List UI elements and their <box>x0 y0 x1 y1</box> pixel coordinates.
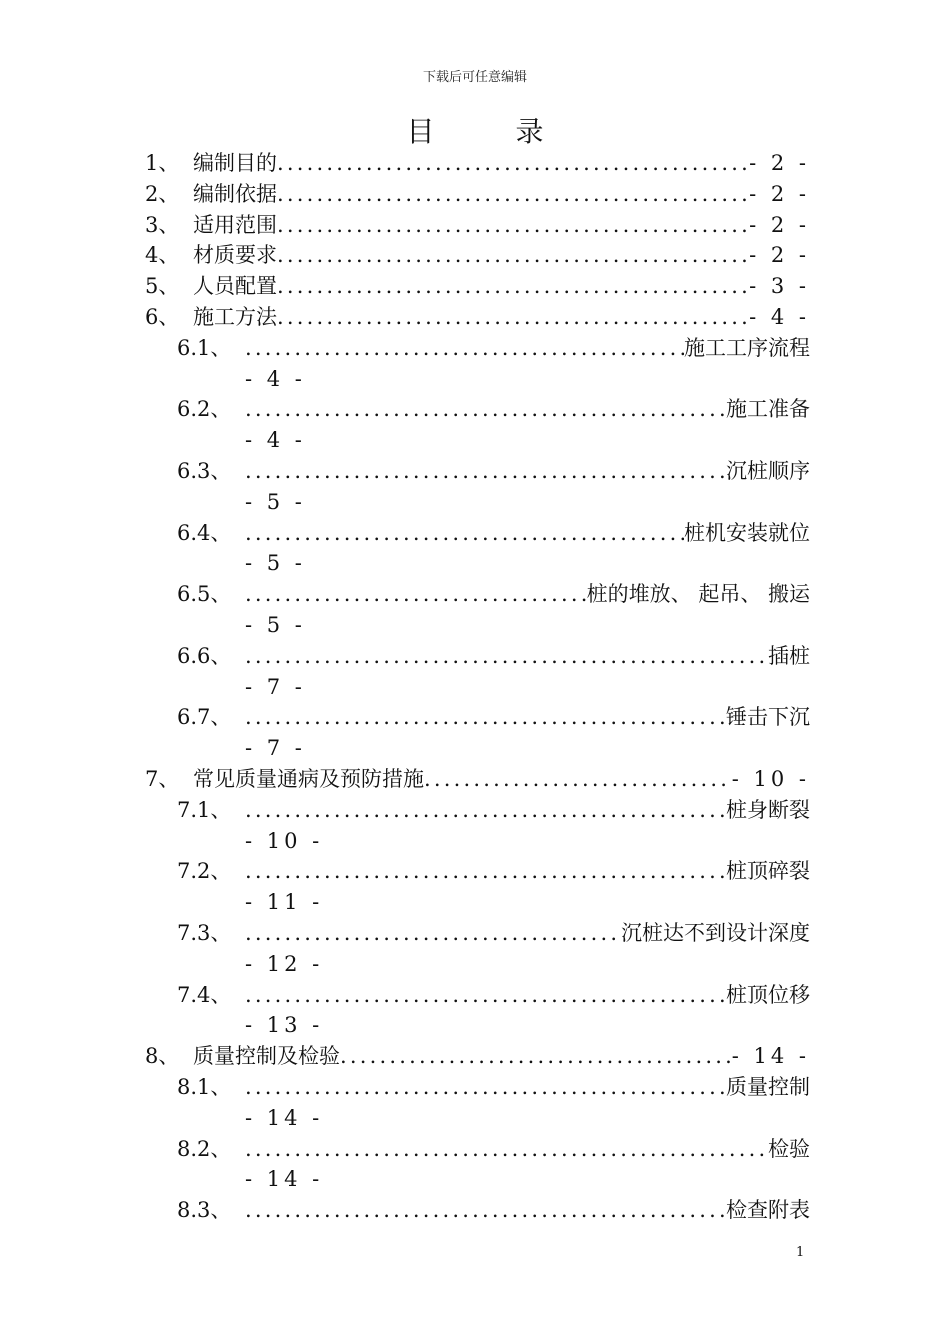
toc-entry-page: - 4 - <box>245 428 306 453</box>
toc-entry-page: - 5 - <box>245 551 306 576</box>
toc-entry-number: 8.1、 <box>177 1075 232 1099</box>
toc-leader-dots <box>277 148 749 178</box>
toc-entry-page: - 14 - <box>245 1167 324 1192</box>
toc-entry[interactable] <box>177 795 810 825</box>
toc-entry-number: 1、 <box>145 151 180 175</box>
toc-entry[interactable] <box>177 702 810 732</box>
toc-entry-page: - 13 - <box>245 1013 324 1038</box>
toc-entry-number: 8.2、 <box>177 1136 232 1161</box>
toc-entry-label: 编制依据 <box>193 181 277 206</box>
toc-entry-label: 沉桩顺序 <box>726 459 810 483</box>
toc-entry-label: 桩的堆放、 起吊、 搬运 <box>586 582 810 607</box>
toc-entry-label: 施工方法 <box>193 305 277 329</box>
toc-entry-label: 桩机安装就位 <box>684 520 810 545</box>
toc-entry[interactable] <box>177 641 810 671</box>
toc-entry[interactable] <box>177 980 810 1010</box>
toc-entry-label: 插桩 <box>768 643 810 668</box>
toc-leader-dots <box>245 579 587 609</box>
toc-entry-page: - 7 - <box>245 674 306 699</box>
toc-entry[interactable] <box>177 856 810 886</box>
toc-entry-page: - 12 - <box>245 951 324 976</box>
toc-entry-page: - 5 - <box>245 613 306 637</box>
toc-entry[interactable] <box>177 918 810 948</box>
toc-entry-number: 6.3、 <box>177 459 232 483</box>
toc-entry[interactable] <box>177 1134 810 1164</box>
toc-entry-label: 质量控制及检验 <box>193 1044 340 1069</box>
toc-entry-number: 4、 <box>145 243 180 268</box>
toc-entry-number: 7.4、 <box>177 982 232 1007</box>
toc-entry[interactable] <box>177 518 810 548</box>
toc-entry-label: 常见质量通病及预防措施 <box>193 767 424 791</box>
toc-entry-page: - 2 - <box>749 151 810 175</box>
toc-leader-dots <box>245 333 684 363</box>
toc-leader-dots <box>245 918 621 948</box>
toc-leader-dots <box>277 271 749 301</box>
toc-entry[interactable] <box>177 333 810 363</box>
toc-leader-dots <box>245 856 726 886</box>
toc-entry-label: 材质要求 <box>193 243 277 268</box>
toc-entry-label: 检验 <box>768 1136 810 1161</box>
toc-entry[interactable] <box>177 456 810 486</box>
toc-entry-number: 6.7、 <box>177 705 232 730</box>
toc-entry[interactable] <box>145 1041 810 1071</box>
toc-entry[interactable] <box>145 210 810 240</box>
toc-entry-number: 3、 <box>145 212 180 237</box>
toc-leader-dots <box>277 302 749 332</box>
toc-entry-number: 2、 <box>145 181 180 206</box>
toc-entry-number: 6.4、 <box>177 520 232 545</box>
toc-entry-page: - 14 - <box>731 1044 810 1069</box>
toc-entry[interactable] <box>145 240 810 270</box>
toc-entry-number: 5、 <box>145 274 180 299</box>
toc-leader-dots <box>340 1041 732 1071</box>
toc-entry-number: 7.2、 <box>177 859 232 884</box>
toc-entry-number: 8.3、 <box>177 1198 232 1223</box>
toc-entry-label: 施工工序流程 <box>684 335 810 360</box>
toc-entry-number: 7、 <box>145 767 180 791</box>
toc-entry-label: 检查附表 <box>726 1198 810 1223</box>
toc-entry-page: - 2 - <box>749 243 810 268</box>
toc-leader-dots <box>245 456 726 486</box>
toc-entry-page: - 5 - <box>245 489 306 514</box>
toc-entry-page: - 2 - <box>749 212 810 237</box>
toc-entry-label: 人员配置 <box>193 274 277 299</box>
toc-entry-label: 编制目的 <box>193 151 277 175</box>
toc-leader-dots <box>245 1134 768 1164</box>
toc-leader-dots <box>245 795 726 825</box>
toc-entry-number: 6.2、 <box>177 397 232 422</box>
toc-leader-dots <box>245 980 726 1010</box>
page-title: 目 录 <box>406 115 580 148</box>
toc-entry[interactable] <box>177 1072 810 1102</box>
toc-entry-page: - 11 - <box>245 890 324 915</box>
toc-entry-label: 施工准备 <box>726 397 810 422</box>
toc-entry-page: - 10 - <box>731 767 810 791</box>
toc-entry-page: - 2 - <box>749 181 810 206</box>
toc-leader-dots <box>245 1072 726 1102</box>
toc-entry-page: - 14 - <box>245 1105 324 1130</box>
toc-leader-dots <box>277 210 749 240</box>
toc-entry-label: 锤击下沉 <box>726 705 810 730</box>
toc-entry[interactable] <box>145 764 810 794</box>
toc-entry[interactable] <box>177 394 810 424</box>
toc-entry[interactable] <box>145 179 810 209</box>
page-number: 1 <box>796 1245 805 1260</box>
toc-leader-dots <box>245 641 768 671</box>
toc-leader-dots <box>277 240 749 270</box>
toc-leader-dots <box>424 764 732 794</box>
toc-entry-page: - 10 - <box>245 828 324 853</box>
toc-entry-label: 适用范围 <box>193 212 277 237</box>
toc-entry-number: 7.3、 <box>177 921 232 945</box>
toc-entry-number: 6.5、 <box>177 582 232 607</box>
toc-entry[interactable] <box>177 1195 810 1225</box>
toc-entry-label: 桩身断裂 <box>726 797 810 822</box>
toc-entry-number: 6、 <box>145 305 180 329</box>
toc-entry-number: 6.1、 <box>177 335 232 360</box>
toc-entry-label: 质量控制 <box>726 1075 810 1099</box>
toc-entry-number: 7.1、 <box>177 797 232 822</box>
toc-entry-page: - 3 - <box>749 274 810 299</box>
toc-entry-label: 桩顶碎裂 <box>726 859 810 884</box>
toc-entry-page: - 7 - <box>245 736 306 761</box>
toc-entry[interactable] <box>145 148 810 178</box>
toc-entry-number: 8、 <box>145 1044 180 1069</box>
toc-entry-label: 沉桩达不到设计深度 <box>621 921 810 945</box>
toc-leader-dots <box>245 518 684 548</box>
toc-entry-label: 桩顶位移 <box>726 982 810 1007</box>
toc-entry-number: 6.6、 <box>177 643 232 668</box>
toc-leader-dots <box>277 179 749 209</box>
header-note: 下载后可任意编辑 <box>422 70 527 85</box>
toc-entry[interactable] <box>177 579 810 609</box>
toc-leader-dots <box>245 394 726 424</box>
toc-leader-dots <box>245 702 726 732</box>
toc-entry-page: - 4 - <box>245 366 306 391</box>
toc-leader-dots <box>245 1195 726 1225</box>
toc-entry-page: - 4 - <box>749 305 810 329</box>
toc-entry[interactable] <box>145 302 810 332</box>
toc-entry[interactable] <box>145 271 810 301</box>
